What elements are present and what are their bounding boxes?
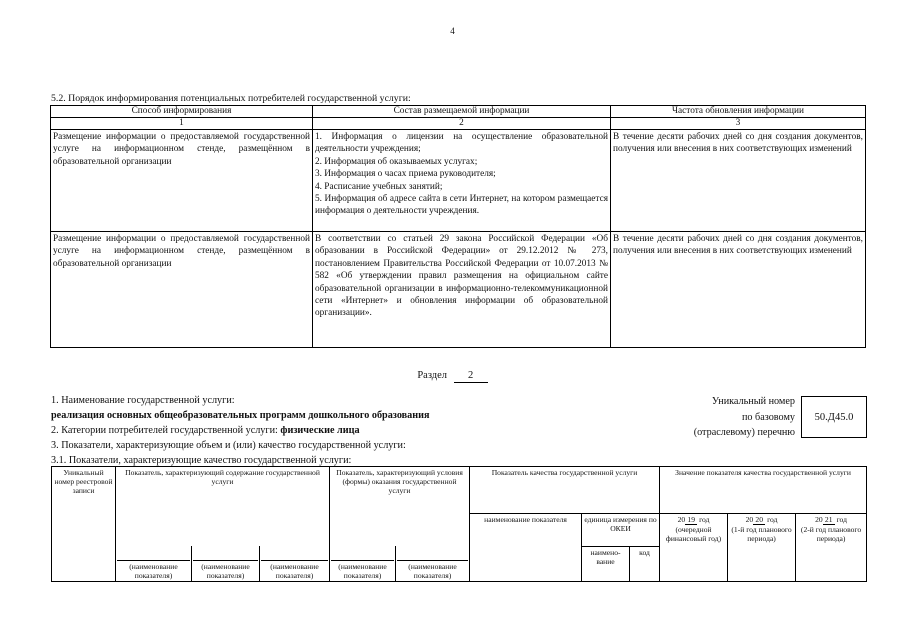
quality-indicators-table	[51, 466, 867, 582]
info-method: Размещение информации о предоставляемой государственной услуге на информационном стенде, размещённом в образовательной организации	[51, 232, 313, 348]
header-unit-code: код	[630, 546, 660, 581]
section-number: 2	[454, 370, 488, 383]
column-number: 1	[51, 118, 313, 130]
header-year-2: 20 20 год (1-й год планового периода)	[728, 513, 796, 581]
page-number: 4	[450, 26, 455, 36]
info-method: Размещение информации о предоставляемой государственной услуге на информационном стенде, размещённом в образовательной организации	[51, 130, 313, 232]
content-line: 2. Информация об оказываемых услугах;	[315, 156, 478, 167]
sub-indicator-name: (наименование показателя)	[260, 546, 330, 581]
table-header-row	[51, 106, 866, 118]
content-line: 3. Информация о часах приема руководителя;	[315, 169, 496, 180]
table-row	[51, 130, 866, 232]
header-unit-name: наимено-вание	[582, 546, 630, 581]
column-number: 3	[611, 118, 866, 130]
header-unit: единица измерения по ОКЕИ	[582, 513, 660, 546]
quality-indicators-label: 3.1. Показатели, характеризующие качество государственной услуги:	[51, 455, 352, 466]
informing-table	[50, 105, 866, 348]
header-year-1: 20 19 год (очередной финансовый год)	[660, 513, 728, 581]
header-quality-values: Значение показателя качества государственной услуги	[660, 467, 867, 514]
header-conditions-indicator: Показатель, характеризующий условия (формы) оказания государственной услуги	[330, 467, 470, 514]
section-heading	[0, 370, 905, 383]
sub-indicator-name: (наименование показателя)	[330, 546, 396, 581]
column-header: Состав размещаемой информации	[313, 106, 611, 118]
service-name-label: 1. Наименование государственной услуги:	[51, 395, 235, 406]
section-5-2-title: 5.2. Порядок информирования потенциальных потребителей государственной услуги:	[51, 93, 411, 104]
info-content: В соответствии со статьей 29 закона Российской Федерации «Об образовании в Российской Федерации» от 29.12.2012 № 273, постановлением Правительства Российской Федерации от 10.07.2013 № 582 «Об утверждении правил размещения на официальном сайте образовательной организации в информационно-телекоммуникационной сети «Интернет» и обновления информации об образовательной организации».	[313, 232, 611, 348]
header-content-indicator: Показатель, характеризующий содержание государственной услуги	[116, 467, 330, 514]
table-row	[51, 232, 866, 348]
header-year-3: 20 21 год (2-й год планового периода)	[796, 513, 867, 581]
indicators-label: 3. Показатели, характеризующие объем и (или) качество государственной услуги:	[51, 440, 406, 451]
section-label: Раздел	[417, 370, 448, 381]
service-name-value: реализация основных общеобразовательных программ дошкольного образования	[51, 410, 430, 421]
sub-indicator-name: (наименование показателя)	[116, 546, 192, 581]
header-quality-indicator: Показатель качества государственной услуги	[470, 467, 660, 514]
sub-indicator-name: (наименование показателя)	[396, 546, 470, 581]
header-unique-number: Уникальный номер реестровой записи	[52, 467, 116, 582]
consumer-category-label: 2. Категории потребителей государственной услуги:	[51, 425, 278, 436]
column-header: Частота обновления информации	[611, 106, 866, 118]
header-indicator-name: наименование показателя	[470, 513, 582, 581]
info-frequency: В течение десяти рабочих дней со дня создания документов, получения или внесения в них соответствующих изменений	[611, 232, 866, 348]
consumer-category	[51, 425, 360, 436]
content-line: 1. Информация о лицензии на осуществление образовательной деятельности учреждения;	[315, 132, 608, 155]
column-number: 2	[313, 118, 611, 130]
sub-indicator-name: (наименование показателя)	[192, 546, 260, 581]
unique-number-label: Уникальный номер по базовому (отраслевому) перечню	[693, 396, 795, 438]
info-content	[313, 130, 611, 232]
info-frequency: В течение десяти рабочих дней со дня создания документов, получения или внесения в них соответствующих изменений	[611, 130, 866, 232]
consumer-category-value: физические лица	[280, 425, 360, 436]
unique-number-box: 50.Д45.0	[801, 396, 867, 438]
column-numbers-row	[51, 118, 866, 130]
column-header: Способ информирования	[51, 106, 313, 118]
content-line: 4. Расписание учебных занятий;	[315, 181, 443, 192]
content-line: 5. Информация об адресе сайта в сети Интернет, на котором размещается информация о деятельности учреждения.	[315, 194, 608, 217]
